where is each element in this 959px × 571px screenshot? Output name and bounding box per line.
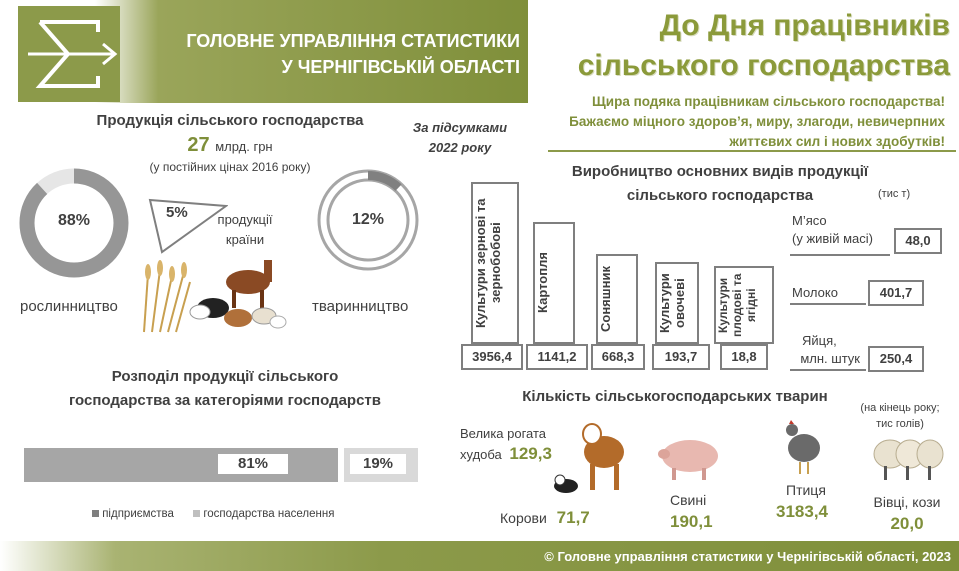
hen-icon <box>780 418 824 476</box>
crop-value-vegetables: 193,7 <box>652 344 710 370</box>
period-line2: 2022 року <box>428 140 492 155</box>
distribution-bar <box>24 448 418 482</box>
legend-swatch-enterprises <box>92 510 99 517</box>
distribution-title-line2: господарства за категоріями господарств <box>68 392 382 409</box>
greeting <box>540 92 945 152</box>
poultry-value: 3183,4 <box>776 502 828 521</box>
cows-label <box>500 508 590 528</box>
sheep-value: 20,0 <box>890 514 924 533</box>
country-label-line1: продукції <box>217 212 273 227</box>
cows-value: 71,7 <box>556 508 590 527</box>
livestock-ring <box>312 164 424 276</box>
cows-label-text: Корови <box>500 510 547 526</box>
livestock-label: тваринництво <box>312 298 409 315</box>
crop-bar-vegetables-label: Культури овочеві <box>657 273 687 333</box>
distribution-legend <box>92 508 334 520</box>
milk-value: 401,7 <box>868 280 924 306</box>
households-segment <box>344 448 418 482</box>
main-products-title-line1: Виробництво основних видів продукції <box>571 163 869 180</box>
pig-image <box>656 432 724 482</box>
main-products-title-line2: сільського господарства <box>626 187 814 204</box>
meat-underline <box>790 254 890 256</box>
crop-ring <box>18 167 130 279</box>
pig-icon <box>656 432 724 482</box>
period-note <box>395 118 525 158</box>
crop-value-sunflower: 668,3 <box>591 344 645 370</box>
main-products-unit: (тис т) <box>878 188 911 200</box>
pigs-value: 190,1 <box>670 512 713 531</box>
livestock-pct: 12% <box>351 211 385 228</box>
crop-pct: 88% <box>57 212 91 229</box>
enterprises-segment <box>24 448 338 482</box>
page-title-line2: сільського господарства <box>577 49 950 82</box>
greeting-line2: Бажаємо міцного здоров’я, миру, злагоди, невичерпних <box>569 114 945 129</box>
sheep-label: Вівці, кози <box>873 494 941 510</box>
production-title: Продукція сільського господарства <box>96 112 364 129</box>
sigma-logo-icon <box>18 6 120 102</box>
crop-bar-grain <box>471 182 519 344</box>
footer-copyright: © Головне управління статистики у Чернігівській області, 2023 <box>544 549 951 564</box>
crop-value-potato: 1141,2 <box>526 344 588 370</box>
org-name-line2: У ЧЕРНІГІВСЬКІЙ ОБЛАСТІ <box>281 57 520 77</box>
crop-bar-potato <box>533 222 575 344</box>
farm-animals-icon <box>138 252 288 334</box>
cattle-label <box>460 424 552 465</box>
legend-enterprises: підприємства <box>102 508 174 520</box>
production-note: (у постійних цінах 2016 року) <box>149 160 311 174</box>
main-products-title <box>540 160 900 208</box>
cattle-value: 129,3 <box>509 444 552 463</box>
eggs-label-line2: млн. штук <box>800 351 860 366</box>
country-label-line2: країни <box>225 232 265 247</box>
greeting-line3: життєвих сил і нових здобутків! <box>729 134 945 149</box>
crop-bar-sunflower <box>596 254 638 344</box>
country-label <box>205 210 285 250</box>
production-value <box>150 134 310 157</box>
sheep-image <box>872 432 944 482</box>
meat-label-line1: М’ясо <box>792 213 827 228</box>
meat-label <box>792 212 873 248</box>
eggs-label <box>796 332 860 368</box>
sheep-icon <box>872 432 944 482</box>
logo <box>18 6 120 102</box>
country-pct: 5% <box>166 204 188 221</box>
divider <box>548 150 956 152</box>
crop-label: рослинництво <box>20 298 118 315</box>
meat-label-line2: (у живій масі) <box>792 231 873 246</box>
legend-households: господарства населення <box>203 508 335 520</box>
hen-image <box>780 418 824 476</box>
livestock-unit <box>850 400 950 432</box>
cow-image <box>552 420 632 496</box>
crop-bar-grain-label: Культури зернові та зернобобові <box>473 198 503 328</box>
livestock-title: Кількість сільськогосподарських тварин <box>522 388 828 405</box>
livestock-unit-line2: тис голів) <box>876 418 924 430</box>
legend-swatch-households <box>193 510 200 517</box>
period-line1: За підсумками <box>412 120 508 135</box>
crop-bar-potato-label: Картопля <box>535 252 550 314</box>
eggs-underline <box>790 369 866 371</box>
production-unit: млрд. грн <box>215 139 273 154</box>
cow-icon <box>552 420 632 496</box>
crop-bar-vegetables <box>655 262 699 344</box>
org-name-line1: ГОЛОВНЕ УПРАВЛІННЯ СТАТИСТИКИ <box>186 31 520 51</box>
production-value-number: 27 <box>187 134 210 156</box>
cattle-label-line2: худоба <box>460 447 502 462</box>
crop-value-fruits: 18,8 <box>720 344 768 370</box>
livestock-unit-line1: (на кінець року; <box>860 402 940 414</box>
footer <box>0 541 959 571</box>
enterprises-pct: 81% <box>218 454 288 474</box>
eggs-value: 250,4 <box>868 346 924 372</box>
page-title-line1: До Дня працівників <box>659 9 950 42</box>
page-title <box>560 6 950 86</box>
milk-underline <box>790 303 866 305</box>
greeting-line1: Щира подяка працівникам сільського господарства! <box>592 94 945 109</box>
crop-bar-fruits-label: Культури плодові та ягідні <box>716 273 758 337</box>
milk-label: Молоко <box>792 285 838 300</box>
pigs-label: Свині <box>670 492 707 508</box>
org-name <box>150 28 520 80</box>
distribution-title-line1: Розподіл продукції сільського <box>111 368 339 385</box>
farm-animals-image <box>138 252 288 334</box>
cattle-label-line1: Велика рогата <box>460 426 547 441</box>
crop-bar-fruits <box>714 266 774 344</box>
meat-value: 48,0 <box>894 228 942 254</box>
poultry-label: Птиця <box>786 482 826 498</box>
households-pct: 19% <box>350 454 406 474</box>
crop-value-grain: 3956,4 <box>461 344 523 370</box>
distribution-title <box>40 365 410 413</box>
eggs-label-line1: Яйця, <box>802 333 837 348</box>
crop-bar-sunflower-label: Соняшник <box>598 266 613 332</box>
